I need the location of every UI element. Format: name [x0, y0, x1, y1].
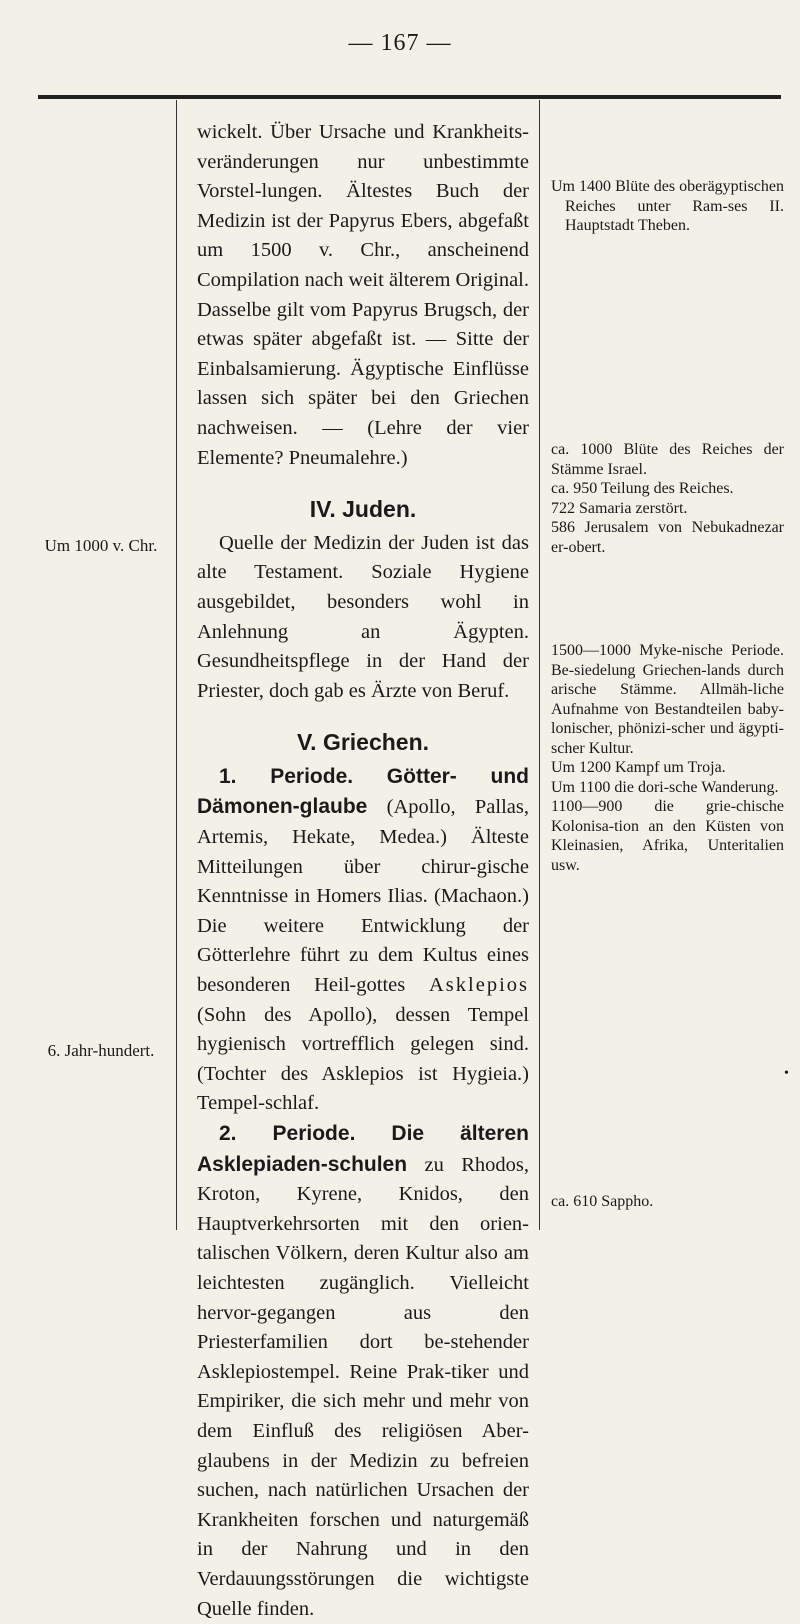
right-note-950: ca. 950 Teilung des Reiches.: [551, 480, 734, 497]
right-note-mykenisch: 1500—1000 Myke-nische Periode. Be-siedelung Griechen-lands durch arische Stämme. Allmäh-liche Aufnahme von Bestandteilen baby-lonischer, phönizi-scher und ägypti-scher Kultur.: [551, 642, 784, 757]
right-note-1400: Um 1400 Blüte des oberägyptischen Reiches unter Ram-ses II. Hauptstadt Theben.: [551, 178, 784, 234]
asklepios-name: Asklepios: [429, 974, 529, 997]
right-note-group-egypt: [551, 177, 784, 236]
right-note-kolonisation: 1100—900 die grie-chische Kolonisa-tion an den Küsten von Kleinasien, Afrika, Unteritalien usw.: [551, 798, 784, 874]
page-number: — 167 —: [348, 30, 452, 56]
period-2-title: 2. Periode. Die älteren Asklepiaden-schulen: [197, 1122, 529, 1176]
right-column-divider: [539, 100, 540, 1230]
right-note-group-israel: [551, 440, 784, 557]
left-note-um-1000: Um 1000 v. Chr.: [44, 536, 158, 555]
margin-dot-mark: •: [784, 1066, 789, 1081]
period-1-paragraph: [197, 762, 529, 1119]
right-note-group-greece: [551, 641, 784, 875]
left-note-6-jahrhundert: 6. Jahr-hundert.: [47, 1041, 155, 1060]
intro-paragraph: wickelt. Über Ursache und Krankheits-veränderungen nur unbestimmte Vorstel-lungen. Ältestes Buch der Medizin ist der Papyrus Ebers, abgefaßt um 1500 v. Chr., anscheinend Compilation nach weit älterem Original. Dasselbe gilt vom Papyrus Brugsch, der etwas später abgefaßt ist. — Sitte der Einbalsamierung. Ägyptische Einflüsse lassen sich später bei den Griechen nachweisen. — (Lehre der vier Elemente? Pneumalehre.): [197, 121, 529, 469]
juden-paragraph: Quelle der Medizin der Juden ist das alte Testament. Soziale Hygiene ausgebildet, besonders wohl in Anlehnung an Ägypten. Gesundheitspflege in der Hand der Priester, doch gab es Ärzte von Beruf.: [197, 531, 529, 702]
right-note-722: 722 Samaria zerstört.: [551, 499, 688, 517]
period-2-text: zu Rhodos, Kroton, Kyrene, Knidos, den Hauptverkehrsorten mit den orien-talischen Völkern, deren Kultur also am leichtesten zugänglich. Vielleicht hervor-gegangen aus den Priesterfamilien dort be-stehender Asklepiostempel. Reine Prak-tiker und Empiriker, die sich mehr und mehr von dem Einfluß des religiösen Aber-glaubens in der Medizin zu befreien suchen, nach natürlichen Ursachen der Krankheiten forschen und naturgemäß in der Nahrung und in den Verdauungsstörungen die wichtigste Quelle finden.: [197, 1153, 529, 1620]
right-note-dorisch: Um 1100 die dori-sche Wanderung.: [551, 778, 779, 796]
section-heading-griechen: V. Griechen.: [296, 729, 430, 756]
right-note-troja: Um 1200 Kampf um Troja.: [551, 759, 726, 776]
left-column-divider: [176, 100, 177, 1230]
period-1-title: 1. Periode. Götter- und Dämonen-glaube: [197, 764, 529, 819]
main-text-column: [197, 118, 529, 1624]
right-note-sappho: ca. 610 Sappho.: [551, 1193, 654, 1210]
period-1-text-a: (Apollo, Pallas, Artemis, Hekate, Medea.) Älteste Mitteilungen über chirur-gische Kenntnisse in Homers Ilias. (Machaon.) Die weitere Entwicklung der Götterlehre führt zu dem Kultus eines besonderen Heil-gottes: [197, 796, 529, 997]
top-rule: [38, 95, 781, 99]
period-2-paragraph: [197, 1119, 529, 1624]
section-heading-juden: IV. Juden.: [309, 496, 417, 523]
right-note-1000-israel: ca. 1000 Blüte des Reiches der Stämme Israel.: [551, 441, 784, 478]
right-note-group-sappho: [551, 1192, 784, 1212]
period-1-text-b: (Sohn des Apollo), dessen Tempel hygienisch vortrefflich gelegen sind. (Tochter des Asklepios ist Hygieia.) Tempel-schlaf.: [197, 1003, 529, 1115]
right-note-586: 586 Jerusalem von Nebukadnezar er-obert.: [551, 519, 784, 556]
